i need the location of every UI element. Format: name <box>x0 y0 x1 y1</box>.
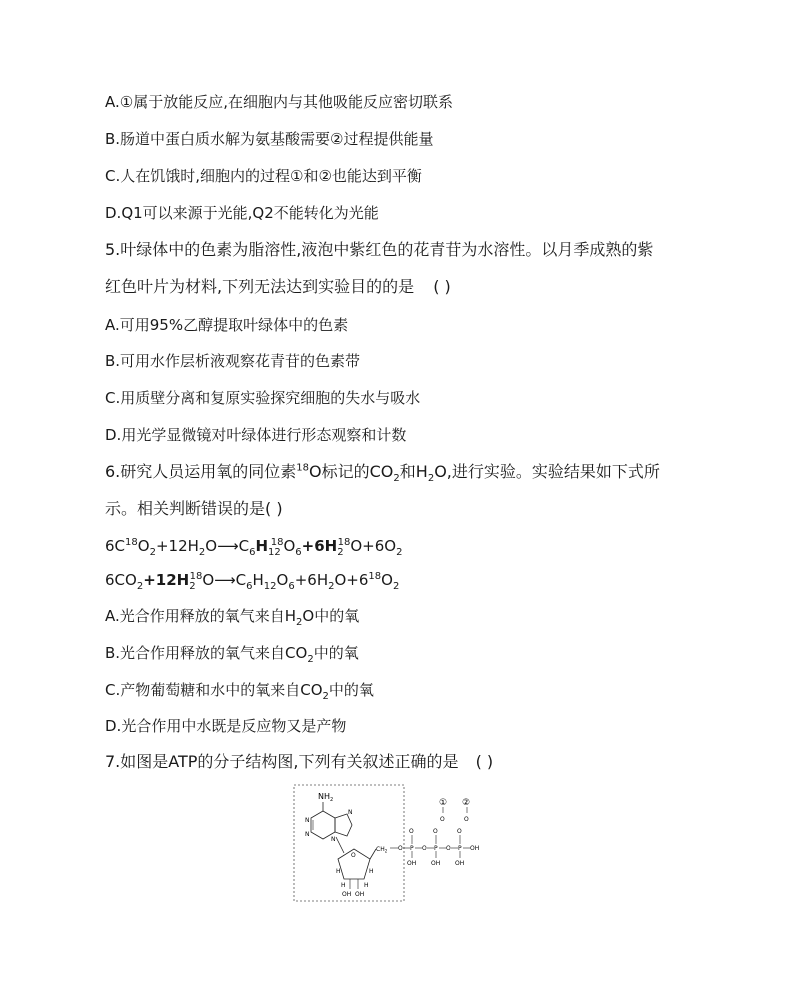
q6-stem-line2: 示。相关判断错误的是( ) <box>105 499 283 518</box>
svg-text:H: H <box>369 868 374 875</box>
svg-text:OH: OH <box>470 845 480 852</box>
q4-option-a: A.①属于放能反应,在细胞内与其他吸能反应密切联系 <box>105 93 453 111</box>
svg-text:OH: OH <box>355 891 365 898</box>
q6-option-d: D.光合作用中水既是反应物又是产物 <box>105 717 347 735</box>
q5-option-b: B.可用水作层析液观察花青苷的色素带 <box>105 352 361 370</box>
svg-text:P: P <box>458 845 462 852</box>
q6-option-a: A.光合作用释放的氧气来自$H_2O$中的氧 <box>105 607 360 628</box>
q4-option-c: C.人在饥饿时,细胞内的过程①和②也能达到平衡 <box>105 167 422 185</box>
bond-label-1: ① <box>439 798 448 808</box>
q5-option-a: A.可用95%乙醇提取叶绿体中的色素 <box>105 316 349 334</box>
atp-structure-figure <box>292 783 512 905</box>
reaction-arrow: ⟶ <box>217 537 239 555</box>
svg-text:N: N <box>305 831 310 838</box>
svg-text:N: N <box>348 809 353 816</box>
q5-stem-line2 <box>105 277 451 297</box>
q4-option-d: D.Q1可以来源于光能,Q2不能转化为光能 <box>105 204 379 222</box>
q5-option-c: C.用质壁分离和复原实验探究细胞的失水与吸水 <box>105 389 421 407</box>
svg-text:N: N <box>331 836 336 843</box>
reaction-arrow: ⟶ <box>214 571 236 589</box>
adenine-six-ring <box>311 811 335 839</box>
svg-text:O: O <box>464 816 469 823</box>
q5-option-d: D.用光学显微镜对叶绿体进行形态观察和计数 <box>105 426 407 444</box>
svg-text:O: O <box>398 845 403 852</box>
bond-label-2: ② <box>462 798 471 808</box>
phosphate-chain <box>390 828 479 867</box>
adenine-five-ring <box>335 814 352 836</box>
q5-stem-line1: 5.叶绿体中的色素为脂溶性,液泡中紫红色的花青苷为水溶性。以月季成熟的紫 <box>105 240 654 259</box>
svg-text:O: O <box>351 852 356 859</box>
q6-option-b: B.光合作用释放的氧气来自$CO_2$中的氧 <box>105 644 359 665</box>
svg-text:OH: OH <box>342 891 352 898</box>
q6-equation-1: $6C^{18}O_2+12H_2O⟶C_6H_{12}^{18}O_6+6H_2^{18}O+6O_2$ <box>105 537 403 558</box>
svg-text:H: H <box>336 868 341 875</box>
svg-text:O: O <box>433 828 438 835</box>
ch2-label: $CH_2$ <box>376 846 388 854</box>
q4-option-b: B.肠道中蛋白质水解为氨基酸需要②过程提供能量 <box>105 130 434 148</box>
q6-equation-2: $6CO_2+12H_2^{18}O⟶C_6H_{12}O_6+6H_2O+6^{18}O_2$ <box>105 571 400 592</box>
svg-text:P: P <box>434 845 438 852</box>
svg-text:OH: OH <box>407 860 417 867</box>
q6-stem-line1: 6.研究人员运用氧的同位素$^{18}$O标记的$CO_2$和$H_2O$,进行实验。实验结果如下式所 <box>105 462 660 485</box>
q7-stem: 7.如图是ATP的分子结构图,下列有关叙述正确的是 ( ) <box>105 752 494 771</box>
svg-text:H: H <box>364 882 369 889</box>
svg-text:N: N <box>305 817 310 824</box>
svg-text:O: O <box>409 828 414 835</box>
svg-text:P: P <box>410 845 414 852</box>
q5-stem-text: 红色叶片为材料,下列无法达到实验目的的是 <box>105 277 415 296</box>
svg-text:OH: OH <box>431 860 441 867</box>
svg-text:O: O <box>457 828 462 835</box>
q5-answer-blank: ( ) <box>433 277 451 296</box>
nh2-label: $NH_2$ <box>318 792 334 803</box>
svg-text:O: O <box>446 845 451 852</box>
adenosine-dashed-box <box>294 785 404 901</box>
svg-text:H: H <box>341 882 346 889</box>
svg-text:OH: OH <box>455 860 465 867</box>
svg-text:O: O <box>440 816 445 823</box>
svg-text:O: O <box>422 845 427 852</box>
q6-option-c: C.产物葡萄糖和水中的氧来自$CO_2$中的氧 <box>105 681 374 702</box>
q7-answer-blank: ( ) <box>475 752 494 771</box>
